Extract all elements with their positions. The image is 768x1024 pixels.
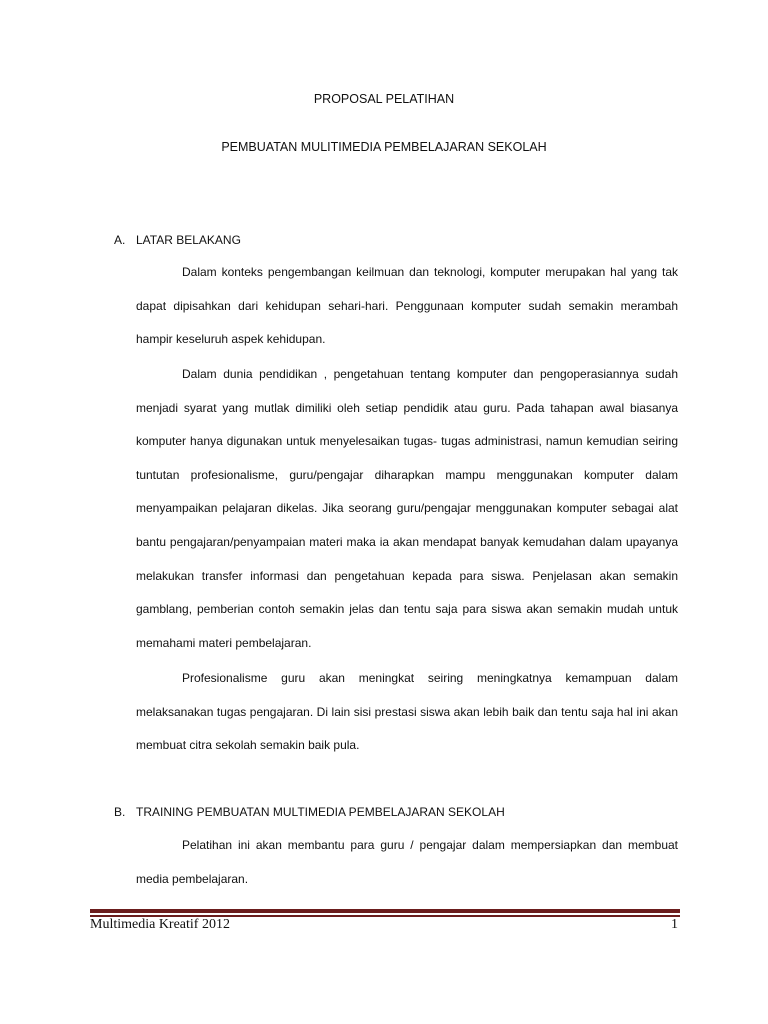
section-a-heading	[114, 233, 241, 247]
section-b-paragraph-1: Pelatihan ini akan membantu para guru / pengajar dalam mempersiapkan dan membuat media pembelajaran.	[136, 838, 678, 886]
section-a-title: LATAR BELAKANG	[136, 233, 241, 247]
footer-text: Multimedia Kreatif 2012	[90, 917, 230, 932]
page-number: 1	[671, 917, 678, 932]
section-a-paragraph-1: Dalam konteks pengembangan keilmuan dan teknologi, komputer merupakan hal yang tak dapat dipisahkan dari kehidupan sehari-hari. Penggunaan komputer sudah semakin merambah hampir keseluruh aspek kehidupan.	[136, 265, 678, 347]
section-a-letter: A.	[114, 233, 126, 247]
document-title: PROPOSAL PELATIHAN	[313, 92, 455, 106]
section-b-title: TRAINING PEMBUATAN MULTIMEDIA PEMBELAJARAN SEKOLAH	[136, 805, 505, 819]
document-subtitle: PEMBUATAN MULITIMEDIA PEMBELAJARAN SEKOLAH	[221, 140, 547, 154]
section-a-paragraph-2: Dalam dunia pendidikan , pengetahuan tentang komputer dan pengoperasiannya sudah menjadi syarat yang mutlak dimiliki oleh setiap pendidik atau guru. Pada tahapan awal biasanya komputer hanya digunakan untuk menyelesaikan tugas- tugas administrasi, namun kemudian seiring tuntutan profesionalisme, guru/pengajar diharapkan mampu menggunakan komputer dalam menyampaikan pelajaran dikelas. Jika seorang guru/pengajar menggunakan komputer sebagai alat bantu pengajaran/penyampaian materi maka ia akan mendapat banyak kemudahan dalam upayanya melakukan transfer informasi dan pengetahuan kepada para siswa. Penjelasan akan semakin gamblang, pemberian contoh semakin jelas dan tentu saja para siswa akan semakin mudah untuk memahami materi pembelajaran.	[136, 367, 678, 650]
section-b-letter: B.	[114, 805, 126, 819]
section-b-heading	[114, 805, 505, 819]
section-a-paragraph-3: Profesionalisme guru akan meningkat seiring meningkatnya kemampuan dalam melaksanakan tugas pengajaran. Di lain sisi prestasi siswa akan lebih baik dan tentu saja hal ini akan membuat citra sekolah semakin baik pula.	[136, 671, 678, 753]
footer-rule-thick	[90, 909, 680, 913]
